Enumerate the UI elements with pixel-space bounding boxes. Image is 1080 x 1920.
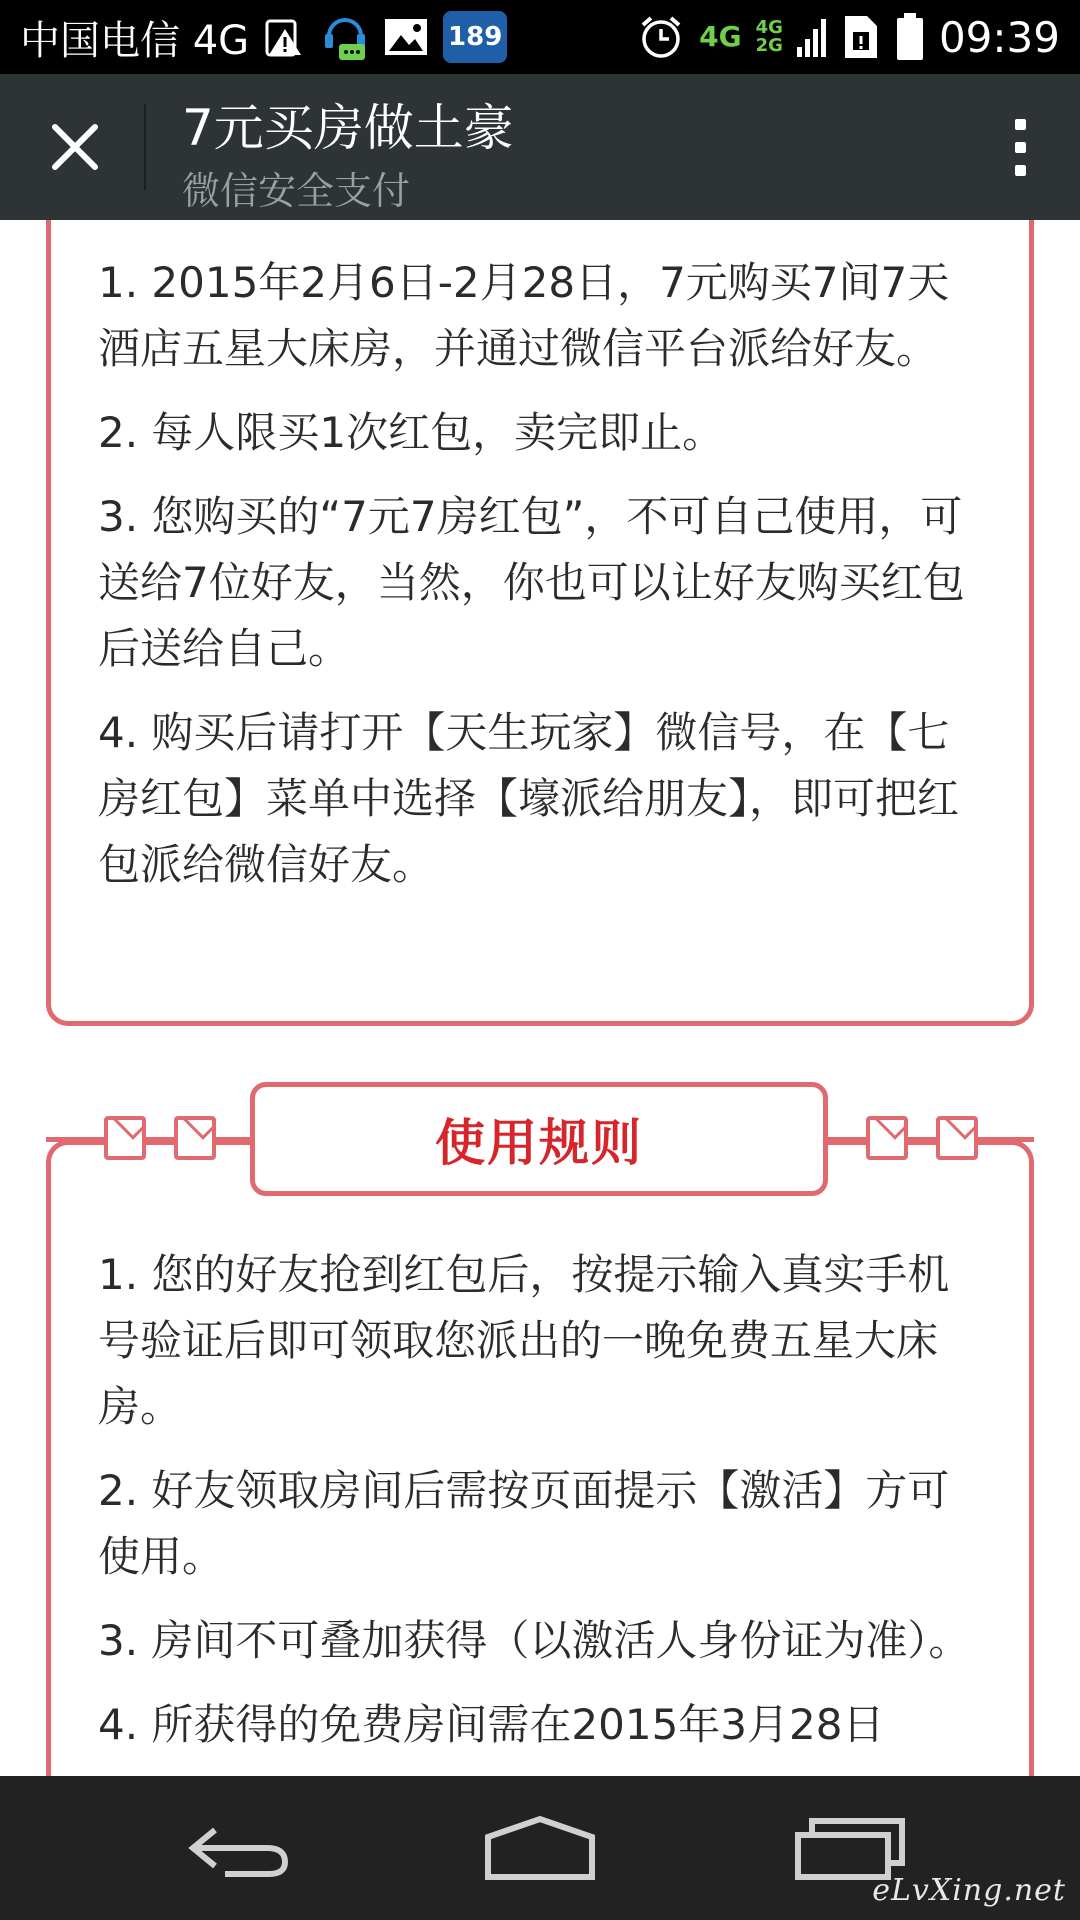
- battery-icon: [895, 13, 925, 61]
- rule-item: 4. 购买后请打开【天生玩家】微信号，在【七房红包】菜单中选择【壕派给朋友】，即可把红包派给微信好友。: [98, 708, 960, 889]
- page-subtitle: 微信安全支付: [182, 169, 411, 213]
- rule-item: 2. 好友领取房间后需按页面提示【激活】方可使用。: [98, 1466, 950, 1581]
- close-icon: [49, 121, 101, 173]
- header-line-right: [828, 1137, 1034, 1142]
- headset-chat-icon: [321, 12, 369, 62]
- back-icon: [185, 1818, 295, 1878]
- watermark: eLvXing.net: [872, 1873, 1066, 1908]
- sim-icon: [841, 14, 881, 60]
- rule-item: 1. 您的好友抢到红包后，按提示输入真实手机号验证后即可领取您派出的一晚免费五星大床房。: [98, 1250, 950, 1431]
- more-vertical-dot: [1015, 142, 1026, 153]
- close-button[interactable]: [30, 102, 120, 192]
- envelope-icon: [104, 1116, 146, 1160]
- section-header-usage: [250, 1082, 828, 1196]
- rule-item: 2. 每人限买1次红包，卖完即止。: [98, 408, 725, 457]
- rule-item: 1. 2015年2月6日-2月28日，7元购买7间7天酒店五星大床房，并通过微信平台派给好友。: [98, 258, 950, 373]
- navigation-bar: [0, 1776, 1080, 1920]
- envelope-icon: [174, 1116, 216, 1160]
- rule-item: 3. 您购买的“7元7房红包”，不可自己使用，可送给7位好友，当然，你也可以让好友购买红包后送给自己。: [98, 492, 965, 673]
- rule-item: 3. 房间不可叠加获得（以激活人身份证为准）。: [98, 1616, 971, 1665]
- more-vertical-dot: [1015, 165, 1026, 176]
- envelope-icon: [866, 1116, 908, 1160]
- carrier-label: 中国电信 4G: [20, 17, 250, 64]
- home-icon: [480, 1813, 600, 1883]
- usage-rules-list: [98, 1242, 978, 1776]
- status-right: [637, 0, 1060, 74]
- image-icon: [383, 15, 429, 59]
- status-left: [20, 0, 507, 74]
- purchase-rules-list: [98, 250, 978, 916]
- signal-icon: [797, 17, 827, 57]
- section-title: 使用规则: [435, 1114, 643, 1172]
- alarm-icon: [637, 13, 685, 61]
- home-button[interactable]: [460, 1796, 620, 1900]
- clock: 09:39: [938, 12, 1060, 62]
- network-top-label: 4G: [755, 17, 783, 38]
- alert-icon: [263, 15, 307, 59]
- title-divider: [144, 104, 146, 190]
- rule-item: 4. 所获得的免费房间需在2015年3月28日: [98, 1700, 885, 1749]
- page-content[interactable]: [0, 220, 1080, 1776]
- more-vertical-icon: [1015, 119, 1026, 130]
- status-bar: [0, 0, 1080, 74]
- title-bar: [0, 74, 1080, 220]
- envelope-icon: [936, 1116, 978, 1160]
- network-type-label: 4G: [699, 20, 742, 53]
- back-button[interactable]: [160, 1796, 320, 1900]
- network-bottom-label: 2G: [755, 35, 783, 56]
- network-stack: [756, 19, 783, 55]
- more-options-button[interactable]: [990, 102, 1050, 192]
- page-title: 7元买房做土豪: [182, 99, 514, 157]
- badge-189: 189: [443, 11, 507, 63]
- header-line-left: [46, 1137, 250, 1142]
